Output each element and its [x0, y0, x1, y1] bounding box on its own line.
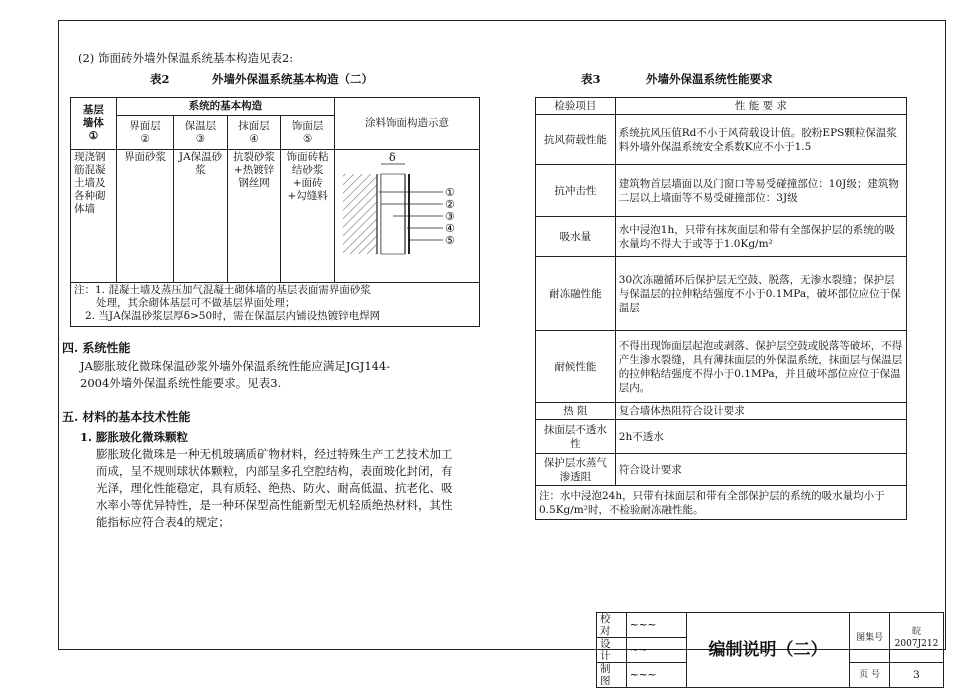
table3-req: 不得出现饰面层起泡或剥落、保护层空鼓或脱落等破坏，不得产生渗水裂缝，具有薄抹面层的外保温系统，抹面层与保温层的拉伸粘结强度不得小于0.1MPa，并且破坏部位应位于保温层内。	[615, 331, 906, 403]
tb-page-no: 3	[890, 663, 944, 688]
table2-subcol: 保温层 ③	[174, 116, 227, 150]
table3-head-req: 性 能 要 求	[615, 98, 906, 115]
table2-subcol: 抹面层 ④	[227, 116, 281, 150]
tb-atlas-label: 图集号	[850, 613, 890, 663]
section5-heading: 五. 材料的基本技术性能	[62, 410, 191, 424]
callout-2: ②	[444, 198, 455, 211]
table3-caption-no: 表3	[581, 72, 601, 86]
title-block	[596, 612, 944, 688]
table3-req: 2h不透水	[615, 420, 906, 454]
table3	[535, 97, 907, 520]
tb-page-label: 页 号	[850, 663, 890, 688]
table2-cell: 抗裂砂浆+热镀锌钢丝网	[227, 150, 281, 283]
tb-check-signature: ~~~	[626, 613, 686, 638]
section5-text: 膨胀玻化微珠是一种无机玻璃质矿物材料，经过特殊生产工艺技术加工而成，呈不规则球状体颗粒，内部呈多孔空腔结构，表面玻化封闭，有光泽，理化性能稳定，具有质轻、绝热、防火、耐高低温、抗老化、吸水率小等优异特性，是一种环保型高性能新型无机轻质绝热材料，其性能指标应符合表4的规定；	[96, 447, 453, 529]
tb-atlas-no: 皖2007J212	[890, 613, 944, 663]
table3-caption-title: 外墙外保温系统性能要求	[646, 72, 773, 86]
tb-check-label: 校 对	[597, 613, 627, 638]
tb-draw-label: 制 图	[597, 663, 627, 688]
tb-design-label: 设 计	[597, 638, 627, 663]
callout-3: ③	[444, 210, 455, 223]
table2	[70, 97, 480, 327]
callout-5: ⑤	[444, 234, 455, 247]
section4-text: JA膨胀玻化微珠保温砂浆外墙外保温系统性能应满足JGJ144-2004外墙外保温系统性能要求。见表3.	[80, 359, 391, 390]
table3-req: 建筑物首层墙面以及门窗口等易受碰撞部位：10J级；建筑物二层以上墙面等不易受碰撞部位：3J级	[615, 165, 906, 217]
intro-text: (2) 饰面砖外墙外保温系统基本构造见表2:	[78, 51, 294, 65]
table3-item: 抹面层不透水性	[536, 420, 616, 454]
table2-subcol: 饰面层 ⑤	[281, 116, 335, 150]
callout-4: ④	[444, 222, 455, 235]
table2-cell: 饰面砖粘结砂浆+面砖+勾缝料	[281, 150, 335, 283]
tb-design-signature: ~~	[626, 638, 686, 663]
table3-req: 符合设计要求	[615, 454, 906, 486]
table3-req: 水中浸泡1h，只带有抹灰面层和带有全部保护层的系统的吸水量均不得大于或等于1.0Kg/m²	[615, 217, 906, 257]
delta-label: δ	[388, 151, 396, 164]
table2-caption-title: 外墙外保温系统基本构造（二）	[212, 72, 373, 86]
table3-item: 保护层水蒸气渗透阻	[536, 454, 616, 486]
table2-cell: 界面砂浆	[116, 150, 173, 283]
insulation-layer	[381, 174, 405, 254]
table2-cell: JA保温砂浆	[174, 150, 227, 283]
table3-item: 耐冻融性能	[536, 257, 616, 331]
table2-diagram-cell	[334, 150, 479, 283]
table2-col-group: 系统的基本构造	[116, 98, 334, 116]
table3-item: 抗风荷载性能	[536, 115, 616, 165]
tb-draw-signature: ~~~	[626, 663, 686, 688]
table2-row-base: 现浇钢筋混凝土墙及各种砌体墙	[71, 150, 117, 283]
table3-note: 注：水中浸泡24h，只带有抹面层和带有全部保护层的系统的吸水量均小于0.5Kg/m²时，不检验耐冻融性能。	[536, 486, 907, 520]
table2-subcol: 界面层 ②	[116, 116, 173, 150]
section4-heading: 四. 系统性能	[62, 341, 131, 355]
table3-head-item: 检验项目	[536, 98, 616, 115]
table2-col-base: 基层墙体 ①	[71, 98, 117, 150]
table3-item: 热 阻	[536, 403, 616, 420]
table2-notes: 注：1. 混凝土墙及蒸压加气混凝土砌体墙的基层表面需界面砂浆 处理，其余砌体基层可不做基层界面处理； 2. 当JA保温砂浆层厚δ>50时，需在保温层内铺设热镀锌电焊网	[71, 283, 480, 327]
section5-subheading: 1. 膨胀玻化微珠颗粒	[80, 430, 189, 444]
base-wall-hatch	[343, 174, 377, 254]
table3-req: 系统抗风压值Rd不小于风荷载设计值。胶粉EPS颗粒保温浆料外墙外保温系统安全系数K应不小于1.5	[615, 115, 906, 165]
wall-section-diagram	[335, 150, 479, 278]
table3-req: 30次冻融循环后保护层无空鼓、脱落，无渗水裂缝；保护层与保温层的拉伸粘结强度不小于0.1MPa，破坏部位应位于保温层	[615, 257, 906, 331]
callout-1: ①	[444, 186, 455, 199]
table3-req: 复合墙体热阻符合设计要求	[615, 403, 906, 420]
tb-title: 编制说明（二）	[686, 613, 849, 688]
table2-col-diagram: 涂料饰面构造示意	[334, 98, 479, 150]
table2-caption-no: 表2	[150, 72, 170, 86]
table3-item: 吸水量	[536, 217, 616, 257]
table3-item: 抗冲击性	[536, 165, 616, 217]
table3-item: 耐候性能	[536, 331, 616, 403]
